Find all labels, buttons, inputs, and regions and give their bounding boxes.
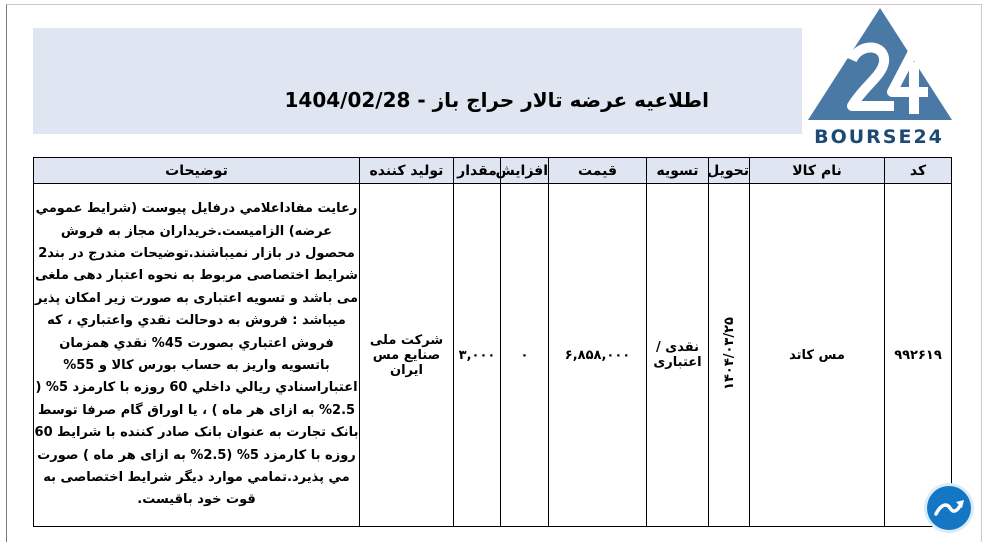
trend-arrow-icon: [927, 486, 971, 530]
offer-table: [33, 157, 952, 527]
cell-increase: ۰: [501, 184, 549, 527]
table-header-row: [34, 158, 952, 184]
header-product-name: نام کالا: [750, 158, 885, 184]
header-settlement: تسویه: [647, 158, 709, 184]
header-producer: تولید کننده: [360, 158, 454, 184]
table-row: [34, 184, 952, 527]
header-delivery: تحویل: [709, 158, 750, 184]
delivery-date: ۱۴۰۴/۰۳/۲۵: [721, 316, 737, 390]
cell-delivery: [709, 184, 750, 527]
trend-arrow-button[interactable]: [927, 486, 971, 530]
header-price: قیمت: [549, 158, 647, 184]
header-increase: افزایش: [501, 158, 549, 184]
logo-wordmark: BOURSE24: [814, 126, 944, 148]
page-title: اطلاعیه عرضه تالار حراج باز - 1404/02/28: [284, 88, 709, 112]
cell-producer: شرکت ملی صنایع مس ایران: [360, 184, 454, 527]
cell-code: ۹۹۲۶۱۹: [885, 184, 952, 527]
title-banner: [33, 28, 802, 134]
cell-product-name: مس کاتد: [750, 184, 885, 527]
header-description: توضیحات: [34, 158, 360, 184]
cell-description: رعایت مفاداعلامي درفایل پیوست (شرایط عمومي عرضه) الزامیست.خریداران مجاز به فروش محصول در بازار نمیباشند.توضیحات مندرج در بند2 شرایط اختصاصی مربوط به نحوه اعتبار دهی ملغی می باشد و تسویه اعتباری به صورت زیر امکان پذیر میباشد : فروش به دوحالت نقدي واعتباري ، که فروش اعتباري بصورت 45% نقدي همزمان باتسویه واریز به حساب بورس کالا و 55% اعتباراسنادي ریالي داخلي 60 روزه با کارمزد 5% ( 2.5% به ازای هر ماه ) ، یا اوراق گام صرفا توسط بانک تجارت به عنوان بانک صادر کننده با شرایط 60 روزه با کارمزد 5% (2.5% به ازای هر ماه ) صورت مي پذیرد.تمامي موارد دیگر شرایط اختصاصی به قوت خود باقیست.: [34, 184, 360, 527]
header-quantity: مقدار: [454, 158, 501, 184]
header-code: کد: [885, 158, 952, 184]
cell-quantity: ۳,۰۰۰: [454, 184, 501, 527]
cell-settlement: نقدی / اعتباری: [647, 184, 709, 527]
cell-price: ۶,۸۵۸,۰۰۰: [549, 184, 647, 527]
